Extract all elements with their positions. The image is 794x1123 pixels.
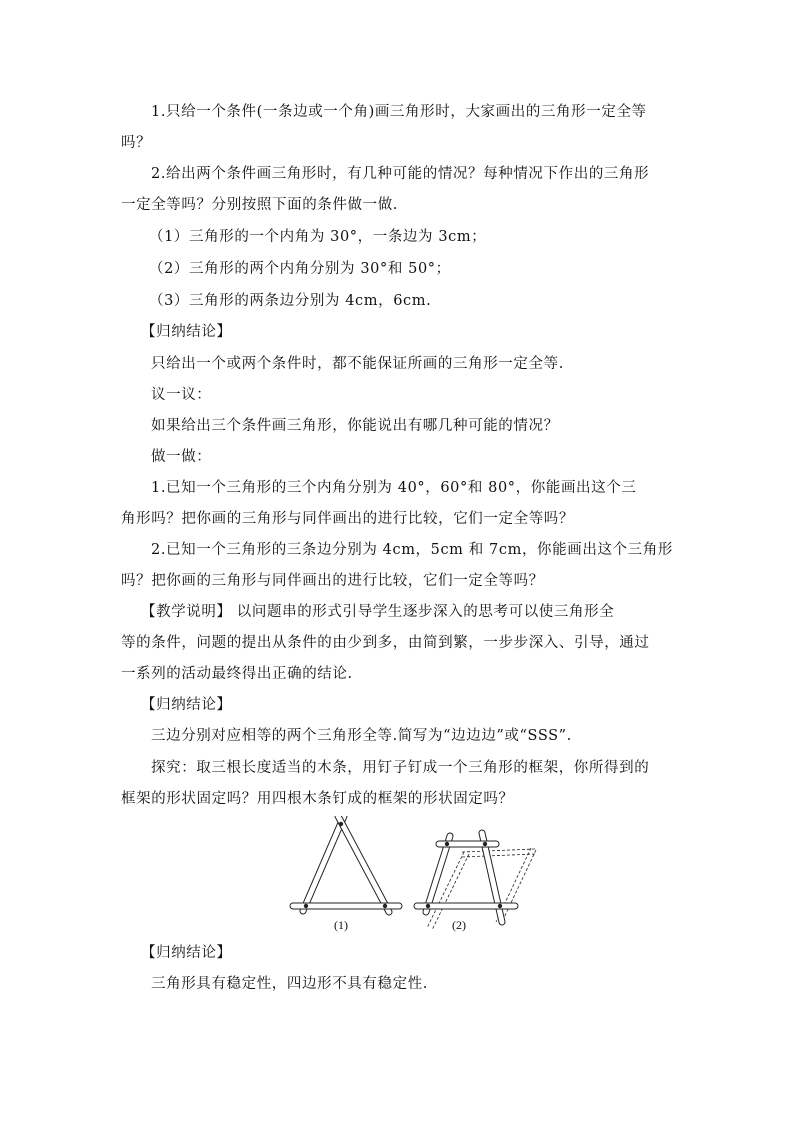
condition-2: （2）三角形的两个内角分别为 30°和 50°；: [149, 261, 451, 277]
discuss-text: 如果给出三个条件画三角形，你能说出有哪几种可能的情况？: [151, 418, 559, 434]
heading-conclusion-1: 【归纳结论】: [141, 324, 232, 340]
heading-discuss: 议一议：: [151, 387, 212, 403]
teaching-note-line-3: 一系列的活动最终得出正确的结论.: [121, 666, 353, 682]
condition-3: （3）三角形的两条边分别为 4cm，6cm.: [149, 293, 432, 309]
q1-line-2: 吗？: [121, 135, 152, 151]
teaching-note-line-1: 【教学说明】 以问题串的形式引导学生逐步深入的思考可以使三角形全: [141, 604, 615, 620]
triangle-left-stick: [303, 816, 344, 911]
stick-frames-figure: [286, 816, 542, 934]
stability-statement: 三角形具有稳定性，四边形不具有稳定性.: [151, 976, 429, 992]
triangle-right-stick: [338, 816, 389, 912]
try-1-line-1: 1.已知一个三角形的三个内角分别为 40°，60°和 80°，你能画出这个三: [151, 480, 637, 496]
heading-conclusion-2: 【归纳结论】: [141, 697, 232, 713]
heading-conclusion-3: 【归纳结论】: [141, 945, 232, 961]
conclusion-1-text: 只给出一个或两个条件时，都不能保证所画的三角形一定全等.: [151, 356, 564, 372]
q2-line-1: 2.给出两个条件画三角形时，有几种可能的情况？每种情况下作出的三角形: [151, 166, 650, 182]
quadrilateral-frame: [417, 833, 536, 930]
sss-statement: 三边分别对应相等的两个三角形全等.简写为“边边边”或“SSS”.: [151, 728, 572, 744]
explore-line-2: 框架的形状固定吗？用四根木条钉成的框架的形状固定吗？: [121, 791, 514, 807]
q2-line-2: 一定全等吗？分别按照下面的条件做一做.: [121, 197, 399, 213]
figure-caption-2: (2): [452, 918, 466, 932]
teaching-note-line-2: 等的条件，问题的提出从条件的由少到多，由简到繁，一步步深入、引导，通过: [121, 635, 650, 651]
figure-caption-1: (1): [334, 918, 348, 932]
frames-illustration: [286, 816, 542, 934]
try-1-line-2: 角形吗？把你画的三角形与同伴画出的进行比较，它们一定全等吗？: [121, 511, 574, 527]
try-2-line-2: 吗？把你画的三角形与同伴画出的进行比较，它们一定全等吗？: [121, 573, 544, 589]
explore-line-1: 探究：取三根长度适当的木条，用钉子钉成一个三角形的框架，你所得到的: [151, 760, 650, 776]
q1-line-1: 1.只给一个条件(一条边或一个角)画三角形时，大家画出的三角形一定全等: [151, 104, 647, 120]
try-2-line-1: 2.已知一个三角形的三条边分别为 4cm，5cm 和 7cm，你能画出这个三角形: [151, 542, 673, 558]
condition-1: （1）三角形的一个内角为 30°，一条边为 3cm；: [149, 229, 487, 245]
heading-try: 做一做：: [151, 449, 212, 465]
